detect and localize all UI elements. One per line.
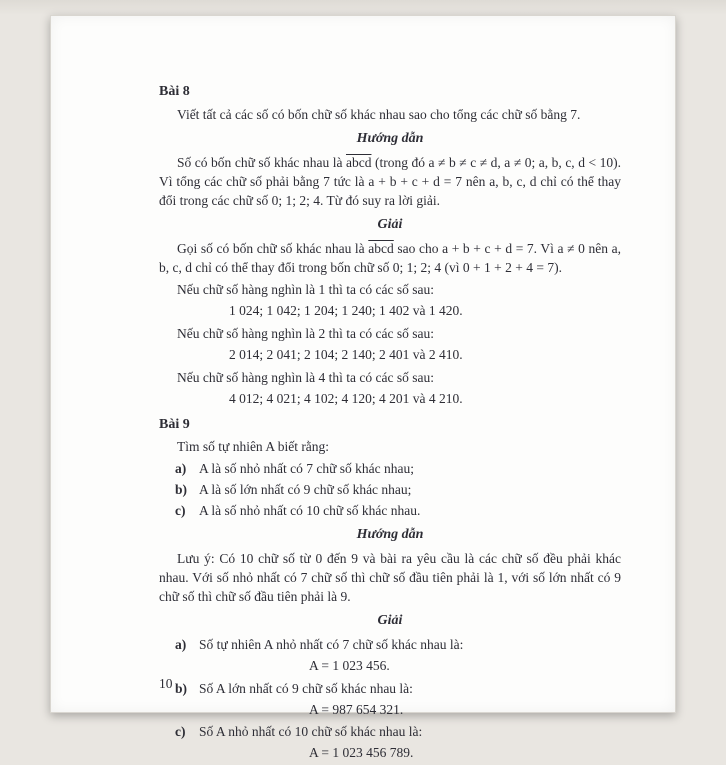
answer-text-a: Số tự nhiên A nhỏ nhất có 7 chữ số khác nhau là:: [199, 637, 464, 653]
exercise-9-guidance: Lưu ý: Có 10 chữ số từ 0 đến 9 và bài ra yêu cầu là các chữ số đều phải khác nhau. Với số nhỏ nhất có 7 chữ số thì chữ số đầu tiên phải là 1, với số lớn nhất có 9 chữ số thì chữ số đầu tiên phải là 9.: [159, 550, 621, 605]
scan-edge: [0, 0, 726, 15]
exercise-8-problem: Viết tất cả các số có bốn chữ số khác nhau sao cho tổng các chữ số bằng 7.: [177, 106, 581, 122]
item-letter-a: a): [175, 460, 187, 476]
item-letter-c: c): [175, 502, 186, 518]
exercise-9-heading: Bài 9: [159, 416, 190, 432]
item-text-c: A là số nhỏ nhất có 10 chữ số khác nhau.: [199, 502, 421, 518]
guidance-label-8: Hướng dẫn: [356, 131, 424, 147]
item-letter-b: b): [175, 481, 188, 497]
abcd-overline: abcd: [345, 154, 372, 170]
guidance-text-start: Số có bốn chữ số khác nhau là: [177, 154, 346, 170]
solution-text-rest: sao cho a + b + c + d = 7. Vì a ≠ 0 nên a, b, c, d chỉ có thể thay đổi trong bốn chữ số 0; 1; 2; 4 (vì 0 + 1 + 2 + 4 = 7).: [159, 241, 621, 276]
answer-letter-c: c): [175, 723, 186, 739]
answer-text-c: Số A nhỏ nhất có 10 chữ số khác nhau là:: [199, 723, 423, 739]
abcd-overline-2: abcd: [368, 241, 394, 257]
answer-item-c: [175, 722, 621, 741]
answer-value-c: A = 1 023 456 789.: [309, 745, 414, 760]
numbers-list-2: 2 014; 2 041; 2 104; 2 140; 2 401 và 2 410.: [229, 347, 463, 363]
page-content: [159, 76, 621, 765]
numbers-list-4: 4 012; 4 021; 4 102; 4 120; 4 201 và 4 210.: [229, 391, 463, 407]
solution-label-8: Giải: [377, 217, 403, 233]
item-text-a: A là số nhỏ nhất có 7 chữ số khác nhau;: [199, 460, 415, 476]
item-text-b: A là số lớn nhất có 9 chữ số khác nhau;: [199, 481, 412, 497]
case-thousands-2: Nếu chữ số hàng nghìn là 2 thì ta có các số sau:: [177, 325, 435, 341]
case-thousands-4: Nếu chữ số hàng nghìn là 4 thì ta có các số sau:: [177, 370, 435, 386]
solution-label-9: Giải: [377, 613, 403, 629]
numbers-list-1: 1 024; 1 042; 1 204; 1 240; 1 402 và 1 420.: [229, 302, 463, 318]
answer-item-b: [175, 679, 621, 698]
exercise-8-guidance: [159, 153, 621, 210]
answer-value-a: A = 1 023 456.: [309, 658, 390, 674]
exercise-8-solution-intro: [159, 239, 621, 277]
guidance-text-rest: (trong đó a ≠ b ≠ c ≠ d, a ≠ 0; a, b, c, d < 10). Vì tổng các chữ số phải bằng 7 tức là a + b + c + d = 7 nên a, b, c, d chỉ có thể thay đổi trong các chữ số 0; 1; 2; 4. Từ đó suy ra lời giải.: [159, 154, 621, 209]
case-thousands-1: Nếu chữ số hàng nghìn là 1 thì ta có các số sau:: [177, 281, 435, 297]
answer-text-b: Số A lớn nhất có 9 chữ số khác nhau là:: [199, 680, 413, 696]
book-page: [50, 15, 676, 760]
answer-item-a: [175, 635, 621, 654]
answer-letter-a: a): [175, 637, 187, 653]
guidance-label-9: Hướng dẫn: [356, 527, 424, 542]
page-number: 10: [159, 676, 173, 691]
answer-value-b: A = 987 654 321.: [309, 701, 404, 717]
answer-letter-b: b): [175, 680, 188, 696]
exercise-8-heading: Bài 8: [159, 84, 190, 99]
solution-text-start: Gọi số có bốn chữ số khác nhau là: [177, 241, 369, 257]
list-item-c: [175, 501, 621, 520]
exercise-9-intro: Tìm số tự nhiên A biết rằng:: [177, 439, 330, 455]
list-item-b: [175, 480, 621, 499]
list-item-a: [175, 459, 621, 478]
